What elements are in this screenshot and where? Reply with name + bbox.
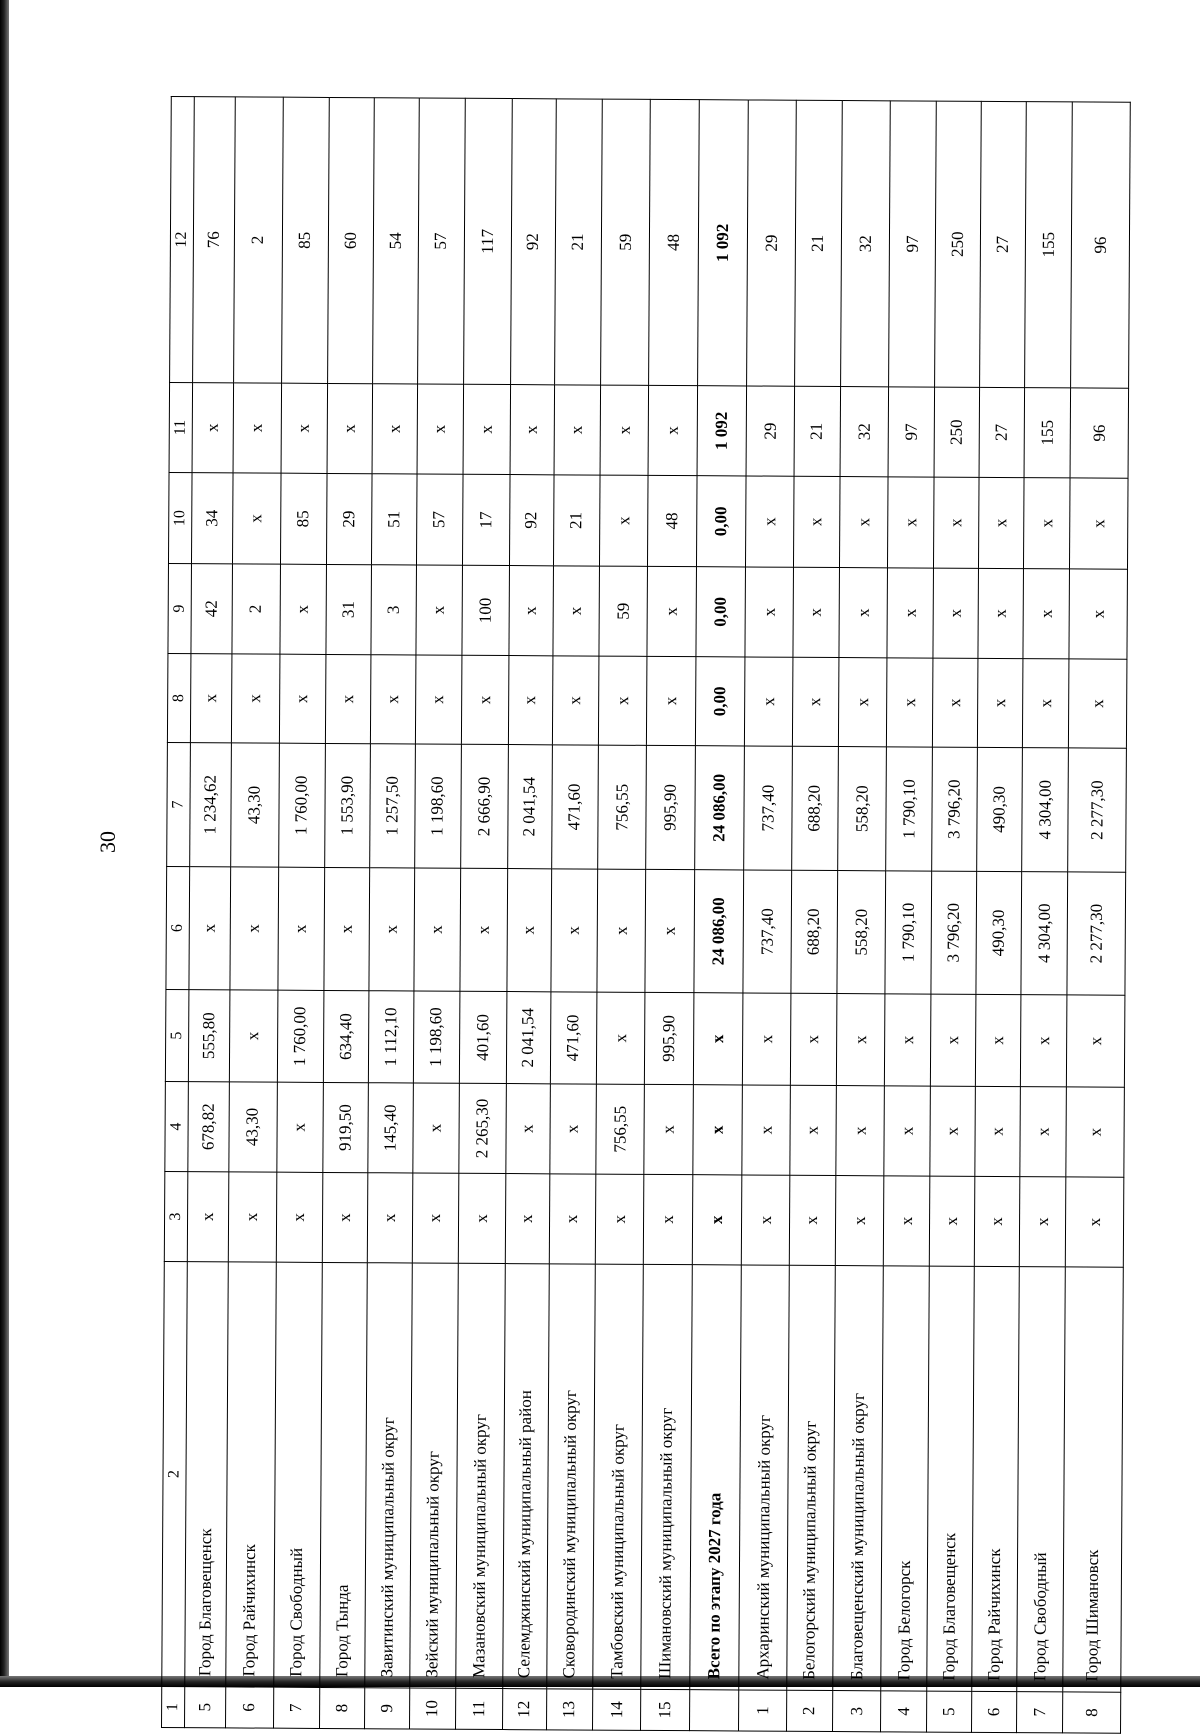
cell-col-2: Архаринский муниципальный округ: [739, 1265, 789, 1690]
cell-col-2: Город Благовещенск: [184, 1262, 228, 1687]
cell-col-12: 59: [601, 99, 650, 385]
cell-col-6: 3 796,20: [931, 871, 977, 994]
cell-col-1: 13: [546, 1689, 593, 1730]
cell-col-3: x: [929, 1176, 975, 1266]
cell-col-4: x: [790, 1085, 836, 1175]
cell-col-1: 6: [225, 1687, 273, 1728]
cell-col-8: x: [932, 658, 978, 747]
cell-col-1: 14: [593, 1689, 641, 1730]
cell-col-11: 21: [794, 386, 840, 476]
cell-col-9: 3: [371, 565, 417, 655]
cell-col-8: x: [279, 654, 326, 743]
cell-col-12: 54: [372, 98, 419, 384]
cell-col-11: x: [463, 384, 511, 474]
cell-col-11: 96: [1070, 388, 1128, 478]
cell-col-4: x: [1066, 1087, 1124, 1177]
cell-col-11: 97: [888, 387, 934, 477]
cell-col-3: x: [412, 1173, 458, 1263]
cell-col-3: x: [835, 1176, 884, 1266]
cell-col-6: 490,30: [976, 871, 1021, 994]
cell-col-6: x: [369, 868, 415, 991]
cell-col-10: 0,00: [696, 476, 746, 567]
cell-col-9: x: [1023, 569, 1070, 659]
header-cell-col-4: 4: [165, 1082, 188, 1172]
cell-col-8: 0,00: [695, 657, 745, 746]
cell-col-6: x: [551, 869, 598, 992]
cell-col-12: 60: [328, 97, 374, 383]
cell-col-4: x: [549, 1084, 596, 1174]
cell-col-1: 10: [410, 1688, 456, 1729]
cell-col-5: x: [229, 990, 277, 1082]
header-cell-col-1: 1: [162, 1687, 185, 1728]
cell-col-2: Сковородинский муниципальный округ: [546, 1264, 595, 1689]
cell-col-9: x: [1069, 569, 1127, 659]
cell-col-4: x: [975, 1086, 1020, 1176]
cell-col-2: Благовещенский муниципальный округ: [832, 1266, 883, 1691]
cell-col-5: x: [930, 994, 976, 1086]
cell-col-11: x: [233, 383, 281, 473]
cell-col-12: 85: [281, 97, 329, 383]
cell-col-7: 2 277,30: [1068, 748, 1126, 872]
cell-col-9: x: [887, 568, 933, 658]
cell-col-3: x: [506, 1174, 550, 1264]
cell-col-2: Белогорский муниципальный округ: [787, 1265, 835, 1690]
cell-col-10: 85: [280, 473, 327, 564]
cell-col-12: 48: [648, 99, 698, 385]
cell-col-1: 5: [184, 1687, 225, 1728]
header-cell-col-12: 12: [170, 97, 194, 383]
cell-col-11: x: [600, 385, 648, 475]
cell-col-1: 12: [503, 1689, 547, 1730]
cell-col-1: 1: [739, 1690, 787, 1731]
cell-col-6: 1 790,10: [885, 871, 931, 994]
cell-col-11: 250: [934, 387, 980, 477]
cell-col-4: 756,55: [596, 1084, 644, 1174]
cell-col-7: 43,30: [231, 743, 279, 867]
cell-col-7: 995,90: [646, 745, 695, 869]
cell-col-10: 29: [327, 473, 372, 564]
cell-col-7: 2 041,54: [508, 745, 552, 869]
cell-col-2: Зейский муниципальный округ: [410, 1263, 458, 1688]
cell-col-4: x: [413, 1083, 459, 1173]
cell-col-4: 145,40: [367, 1083, 413, 1173]
cell-col-5: 555,80: [188, 990, 230, 1082]
cell-col-3: x: [1066, 1177, 1124, 1267]
cell-col-6: 4 304,00: [1021, 872, 1068, 995]
cell-col-3: x: [187, 1172, 229, 1262]
cell-col-2: Город Райчихинск: [972, 1266, 1019, 1691]
cell-col-11: 1 092: [697, 386, 747, 476]
cell-col-11: x: [648, 385, 697, 475]
page-number: 30: [95, 831, 120, 853]
header-cell-col-6: 6: [166, 867, 189, 990]
cell-col-5: 995,90: [644, 992, 693, 1084]
cell-col-3: x: [884, 1176, 930, 1266]
cell-col-9: x: [509, 566, 553, 656]
cell-col-10: 17: [462, 474, 510, 565]
cell-col-9: 59: [599, 566, 647, 656]
cell-col-7: 4 304,00: [1021, 748, 1068, 872]
cell-col-1: 9: [364, 1688, 410, 1729]
cell-col-6: 2 277,30: [1067, 872, 1125, 995]
cell-col-3: x: [643, 1174, 692, 1264]
cell-col-2: Город Свободный: [273, 1262, 322, 1687]
cell-col-10: 21: [553, 475, 600, 566]
cell-col-2: Всего по этапу 2027 года: [689, 1265, 741, 1690]
cell-col-7: 1 553,90: [325, 743, 370, 867]
cell-col-2: Город Белогорск: [881, 1266, 929, 1691]
cell-col-6: 737,40: [743, 870, 791, 993]
cell-col-6: x: [230, 867, 278, 990]
cell-col-3: x: [228, 1172, 276, 1262]
cell-col-6: x: [597, 869, 645, 992]
table-body: [162, 97, 1131, 1734]
cell-col-5: 2 041,54: [507, 992, 551, 1084]
cell-col-7: 737,40: [744, 746, 792, 870]
cell-col-6: x: [278, 867, 325, 990]
cell-col-3: x: [596, 1174, 644, 1264]
cell-col-8: x: [1069, 659, 1127, 748]
cell-col-2: Мазановский муниципальный округ: [455, 1263, 505, 1688]
cell-col-10: x: [979, 477, 1024, 568]
cell-col-4: x: [884, 1086, 930, 1176]
cell-col-4: x: [506, 1084, 550, 1174]
cell-col-12: 76: [192, 97, 235, 383]
cell-col-2: Тамбовский муниципальный округ: [593, 1264, 643, 1689]
cell-col-12: 92: [511, 99, 556, 385]
cell-col-10: 51: [371, 474, 417, 565]
cell-col-10: 48: [647, 475, 696, 566]
cell-col-12: 21: [554, 99, 602, 385]
cell-col-6: x: [645, 869, 694, 992]
cell-col-1: 2: [787, 1690, 833, 1731]
cell-col-3: x: [322, 1172, 367, 1262]
cell-col-2: Город Шимановск: [1063, 1267, 1123, 1692]
cell-col-10: x: [1070, 478, 1128, 569]
cell-col-8: x: [887, 658, 933, 747]
cell-col-1: 7: [273, 1687, 320, 1728]
header-cell-col-2: 2: [162, 1262, 187, 1687]
cell-col-10: x: [839, 477, 888, 568]
cell-col-3: x: [367, 1173, 413, 1263]
cell-col-8: x: [509, 656, 553, 745]
cell-col-6: x: [324, 867, 369, 990]
header-cell-col-3: 3: [164, 1172, 187, 1262]
cell-col-4: x: [692, 1085, 742, 1175]
cell-col-7: 1 760,00: [278, 743, 325, 867]
cell-col-3: x: [549, 1174, 596, 1264]
cell-col-3: x: [1019, 1177, 1066, 1267]
cell-col-4: x: [276, 1082, 323, 1172]
cell-col-8: x: [1022, 659, 1069, 748]
cell-col-12: 2: [233, 97, 282, 383]
cell-col-8: x: [978, 658, 1023, 747]
cell-col-5: x: [743, 993, 791, 1085]
cell-col-4: x: [835, 1086, 884, 1176]
cell-col-1: 3: [832, 1691, 881, 1732]
cell-col-9: x: [647, 566, 696, 656]
cell-col-3: x: [975, 1176, 1020, 1266]
cell-col-11: x: [327, 383, 372, 473]
cell-col-12: 96: [1071, 102, 1130, 388]
cell-col-1: [689, 1690, 739, 1731]
cell-col-2: Город Тында: [320, 1262, 367, 1687]
cell-col-3: x: [692, 1175, 742, 1265]
cell-col-8: x: [416, 655, 462, 744]
cell-col-9: x: [553, 566, 600, 656]
cell-col-8: x: [745, 657, 793, 746]
cell-col-10: x: [888, 477, 934, 568]
cell-col-7: 1 234,62: [189, 743, 231, 867]
cell-col-1: 8: [1063, 1692, 1121, 1733]
cell-col-5: x: [1020, 995, 1067, 1087]
header-cell-col-10: 10: [168, 473, 191, 564]
table-row: [1063, 102, 1130, 1733]
cell-col-3: x: [789, 1175, 835, 1265]
cell-col-5: x: [976, 994, 1021, 1086]
cell-col-6: x: [414, 868, 460, 991]
cell-col-12: 155: [1024, 102, 1072, 388]
cell-col-1: 8: [320, 1687, 365, 1728]
cell-col-12: 27: [980, 101, 1026, 387]
header-cell-col-11: 11: [169, 383, 192, 473]
cell-col-7: 471,60: [551, 745, 598, 869]
cell-col-12: 117: [463, 98, 512, 384]
cell-col-7: 756,55: [598, 745, 646, 869]
cell-col-5: 1 760,00: [277, 990, 324, 1082]
cell-col-11: 155: [1024, 388, 1071, 478]
cell-col-9: 31: [326, 564, 371, 654]
cell-col-5: x: [791, 993, 837, 1085]
cell-col-1: 11: [455, 1688, 503, 1729]
cell-col-5: x: [693, 993, 743, 1085]
rotated-table-container: [161, 97, 1131, 1734]
cell-col-6: 688,20: [791, 870, 837, 993]
cell-col-4: 678,82: [188, 1082, 230, 1172]
cell-col-7: 3 796,20: [932, 747, 978, 871]
cell-col-9: x: [978, 568, 1023, 658]
cell-col-7: 558,20: [837, 747, 886, 871]
cell-col-2: Город Райчихинск: [226, 1262, 276, 1687]
cell-col-6: 558,20: [837, 871, 886, 994]
cell-col-9: x: [745, 567, 793, 657]
cell-col-5: 634,40: [324, 990, 369, 1082]
cell-col-8: x: [370, 655, 416, 744]
cell-col-9: x: [416, 565, 462, 655]
cell-col-11: x: [554, 385, 601, 475]
cell-col-1: 5: [926, 1691, 972, 1732]
cell-col-7: 24 086,00: [694, 746, 745, 870]
cell-col-10: x: [794, 476, 840, 567]
cell-col-10: x: [1023, 478, 1070, 569]
cell-col-4: x: [742, 1085, 790, 1175]
cell-col-9: x: [839, 568, 888, 658]
cell-col-11: x: [281, 383, 328, 473]
cell-col-11: x: [510, 385, 554, 475]
cell-col-12: 21: [795, 100, 842, 386]
cell-col-5: x: [836, 994, 885, 1086]
cell-col-2: Завитинский муниципальный округ: [364, 1263, 412, 1688]
cell-col-11: 32: [840, 387, 889, 477]
header-cell-col-5: 5: [165, 990, 188, 1082]
cell-col-5: 471,60: [550, 992, 597, 1084]
cell-col-1: 7: [1016, 1692, 1063, 1733]
cell-col-9: x: [793, 567, 839, 657]
cell-col-9: x: [933, 568, 979, 658]
cell-col-7: 1 198,60: [415, 744, 461, 868]
cell-col-10: 57: [417, 474, 463, 565]
cell-col-2: Город Благовещенск: [927, 1266, 975, 1691]
cell-col-7: 490,30: [977, 747, 1022, 871]
cell-col-4: x: [930, 1086, 976, 1176]
cell-col-6: x: [189, 867, 231, 990]
cell-col-8: x: [461, 655, 509, 744]
cell-col-7: 688,20: [792, 746, 838, 870]
cell-col-5: 401,60: [459, 991, 507, 1083]
cell-col-10: x: [933, 477, 979, 568]
header-cell-col-8: 8: [167, 654, 190, 743]
cell-col-11: x: [417, 384, 463, 474]
cell-col-8: x: [793, 657, 839, 746]
cell-col-9: 42: [191, 564, 233, 654]
header-cell-col-7: 7: [167, 743, 190, 867]
cell-col-3: x: [276, 1172, 323, 1262]
cell-col-5: x: [885, 994, 931, 1086]
cell-col-2: Шимановский муниципальный округ: [641, 1264, 692, 1689]
cell-col-1: 15: [640, 1689, 689, 1730]
cell-col-12: 97: [889, 101, 936, 387]
cell-col-8: x: [326, 654, 371, 743]
cell-col-9: 2: [232, 564, 280, 654]
data-table: [161, 96, 1131, 1734]
cell-col-4: x: [1020, 1087, 1067, 1177]
cell-col-11: 29: [747, 386, 795, 476]
scan-edge-left: [0, 0, 9, 1687]
cell-col-2: Город Свободный: [1017, 1267, 1066, 1692]
cell-col-5: 1 198,60: [413, 991, 459, 1083]
cell-col-12: 29: [747, 100, 796, 386]
cell-col-2: Селемджинский муниципальный район: [503, 1264, 549, 1689]
cell-col-4: 919,50: [323, 1082, 368, 1172]
cell-col-5: x: [1067, 995, 1125, 1087]
cell-col-10: 92: [510, 475, 554, 566]
cell-col-8: x: [838, 658, 887, 747]
cell-col-8: x: [552, 656, 599, 745]
cell-col-10: x: [746, 476, 794, 567]
header-cell-col-9: 9: [168, 564, 191, 654]
cell-col-8: x: [599, 656, 647, 745]
cell-col-3: x: [458, 1173, 506, 1263]
cell-col-9: 100: [462, 565, 510, 655]
cell-col-1: 6: [972, 1691, 1017, 1732]
cell-col-4: 43,30: [229, 1082, 277, 1172]
cell-col-8: x: [190, 654, 232, 743]
cell-col-12: 1 092: [697, 100, 749, 386]
cell-col-1: 4: [881, 1691, 927, 1732]
cell-col-4: x: [644, 1084, 693, 1174]
cell-col-12: 250: [934, 101, 981, 387]
cell-col-7: 1 257,50: [369, 744, 415, 868]
cell-col-11: 27: [979, 387, 1024, 477]
cell-col-4: 2 265,30: [458, 1083, 506, 1173]
cell-col-11: x: [192, 383, 234, 473]
cell-col-5: 1 112,10: [368, 991, 414, 1083]
cell-col-3: x: [742, 1175, 790, 1265]
cell-col-6: 24 086,00: [694, 870, 745, 993]
cell-col-9: 0,00: [696, 567, 746, 657]
cell-col-9: x: [280, 564, 327, 654]
cell-col-10: x: [232, 473, 280, 564]
cell-col-8: x: [231, 654, 279, 743]
cell-col-5: x: [597, 992, 645, 1084]
cell-col-10: x: [600, 475, 648, 566]
cell-col-12: 32: [840, 101, 890, 387]
cell-col-10: 34: [191, 473, 233, 564]
cell-col-6: x: [507, 869, 551, 992]
cell-col-12: 57: [418, 98, 465, 384]
cell-col-7: 2 666,90: [460, 744, 508, 868]
cell-col-6: x: [460, 868, 508, 991]
cell-col-8: x: [646, 656, 695, 745]
cell-col-7: 1 790,10: [886, 747, 932, 871]
cell-col-11: x: [372, 384, 418, 474]
